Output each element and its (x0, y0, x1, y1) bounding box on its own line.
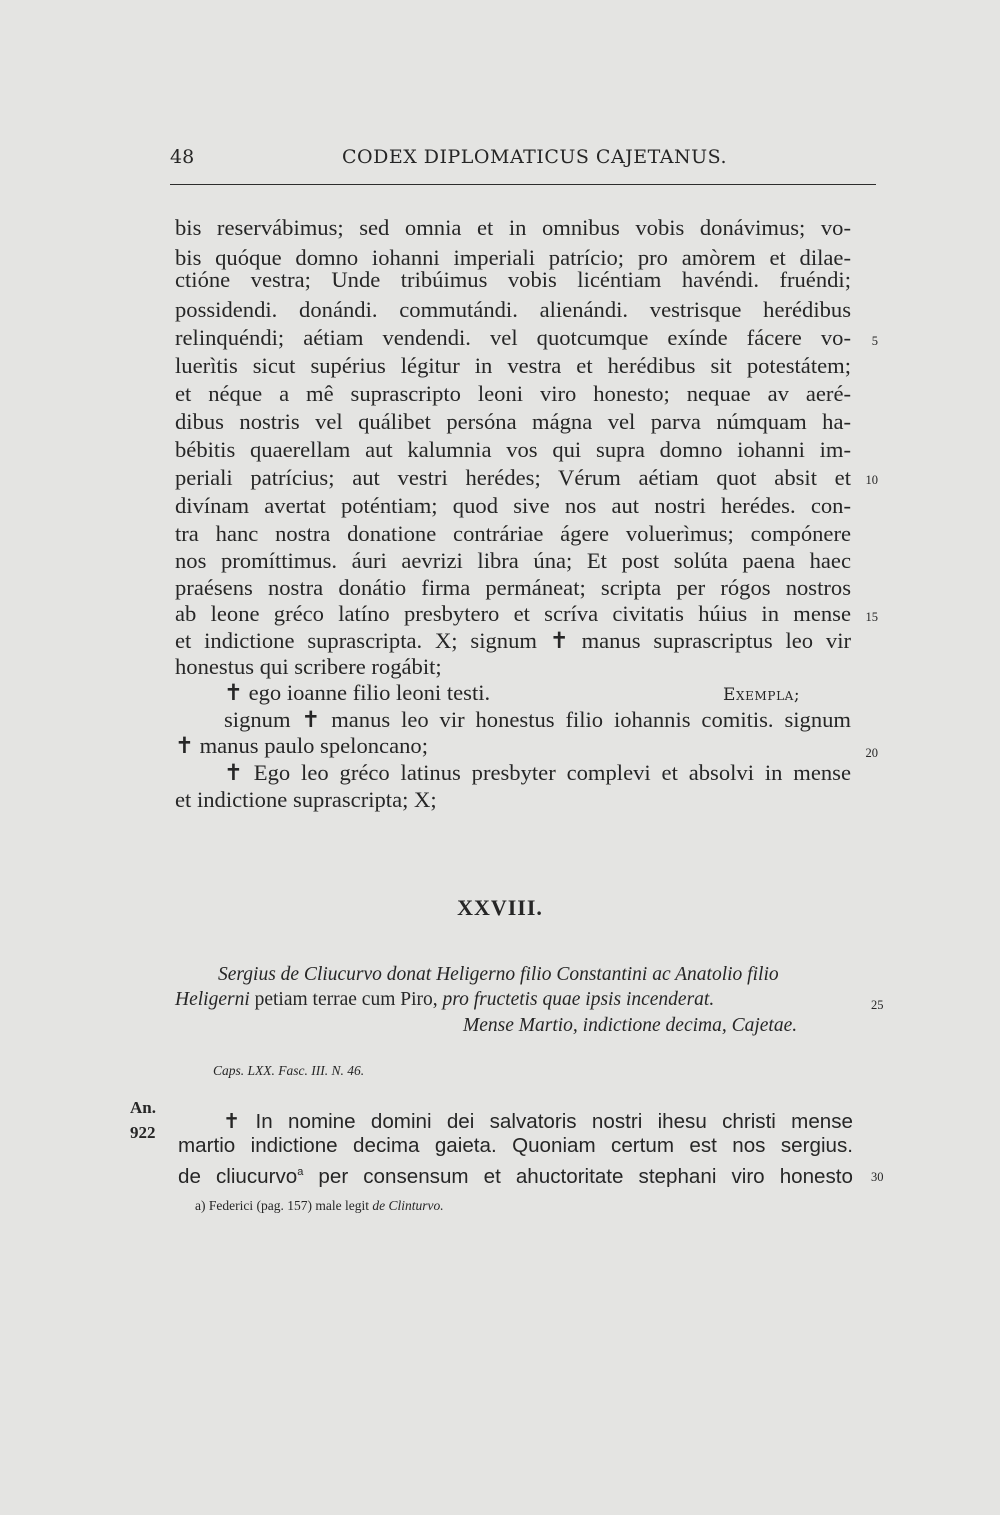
summary-fragment: pro fructetis quae ipsis incenderat. (442, 989, 715, 1010)
header-rule (170, 184, 876, 185)
text-line: ✝ In nomine domini dei salvatoris nostri ihesu christi mense (223, 1110, 853, 1133)
text-line: tra hanc nostra donatione contráriae ágere voluerìmus; compónere (175, 521, 851, 546)
text-line: ✝ ego ioanne filio leoni testi. (224, 680, 491, 705)
footnote-ref: a (297, 1166, 304, 1178)
summary-fragment: Heligerni (175, 989, 250, 1010)
text-line: periali patrícius; aut vestri herédes; Vérum aétiam quot absit et (175, 465, 851, 490)
archive-source: Caps. LXX. Fasc. III. N. 46. (213, 1063, 365, 1078)
footnote-italic: de Clinturvo. (372, 1198, 444, 1213)
text-line: luerìtis sicut supérius légitur in vestra et herédibus sit potestátem; (175, 353, 851, 378)
text-line: praésens nostra donátio firma permáneat; scripta per rógos nostros (175, 575, 851, 600)
line-number: 20 (865, 746, 878, 760)
page-number: 48 (170, 146, 195, 168)
text-line: et indictione suprascripta; X; (175, 787, 437, 812)
text-line: honestus qui scribere rogábit; (175, 654, 442, 679)
summary-line: Sergius de Cliucurvo donat Heligerno filio Constantini ac Anatolio filio (218, 964, 779, 985)
line-number: 5 (871, 334, 878, 348)
text-line: signum ✝ manus leo vir honestus filio iohannis comitis. signum (224, 707, 851, 732)
text-fragment: per consensum et ahuctoritate stephani viro honesto (318, 1164, 853, 1188)
text-fragment: de cliucurvo (178, 1164, 298, 1188)
margin-year (130, 1095, 156, 1145)
text-line: relinquéndi; aétiam vendendi. vel quotcumque exínde fácere vo- (175, 325, 851, 350)
text-line: possidendi. donándi. commutándi. alienándi. vestrisque herédibus (175, 297, 851, 322)
text-line: ✝ manus paulo speloncano; (175, 733, 428, 758)
text-line: bis reservábimus; sed omnia et in omnibus vobis donávimus; vo- (175, 215, 851, 240)
page-header (170, 146, 876, 176)
text-line: bis quóque domno iohanni imperiali patrício; pro amòrem et dilae- (175, 245, 851, 270)
margin-year-label: An. (130, 1098, 156, 1117)
text-line: et indictione suprascripta. X; signum ✝ manus suprascriptus leo vir (175, 628, 851, 653)
text-line: dibus nostris vel quálibet persóna mágna vel parva númquam ha- (175, 409, 851, 434)
document-number: XXVIII. (457, 895, 543, 920)
text-line: ab leone gréco latíno presbytero et scríva civitatis húius in mense (175, 601, 851, 626)
text-line: et néque a mê suprascripto leoni viro honesto; nequae av aeré- (175, 381, 851, 406)
running-title: CODEX DIPLOMATICUS CAJETANUS. (342, 146, 728, 168)
summary-line: Mense Martio, indictione decima, Cajetae. (463, 1015, 798, 1036)
line-number: 10 (865, 473, 878, 487)
line-number: 15 (865, 610, 878, 624)
text-line: divínam avertat poténtiam; quod sive nos aut nostri herédes. con- (175, 493, 851, 518)
exempla-label: Exempla; (723, 685, 801, 705)
text-line: ctióne vestra; Unde tribúimus vobis licéntiam havéndi. fruéndi; (175, 267, 851, 292)
footnote-text: Federici (pag. 157) male legit (208, 1198, 369, 1213)
margin-year-value: 922 (130, 1123, 156, 1142)
text-line: bébitis quaerellam aut kalumnia vos qui supra domno iohanni im- (175, 437, 851, 462)
line-number: 25 (871, 998, 884, 1012)
footnote-mark: a) (195, 1198, 206, 1213)
text-line: nos promíttimus. áuri aevrizi libra úna; Et post solúta paena haec (175, 548, 851, 573)
summary-fragment: petiam terrae cum Piro, (249, 989, 443, 1010)
text-line: martio indictione decima gaieta. Quoniam certum est nos sergius. (178, 1134, 853, 1157)
text-line (178, 1157, 853, 1187)
text-line: ✝ Ego leo gréco latinus presbyter complevi et absolvi in mense (224, 760, 851, 785)
footnote (195, 1198, 444, 1214)
line-number: 30 (871, 1170, 884, 1184)
